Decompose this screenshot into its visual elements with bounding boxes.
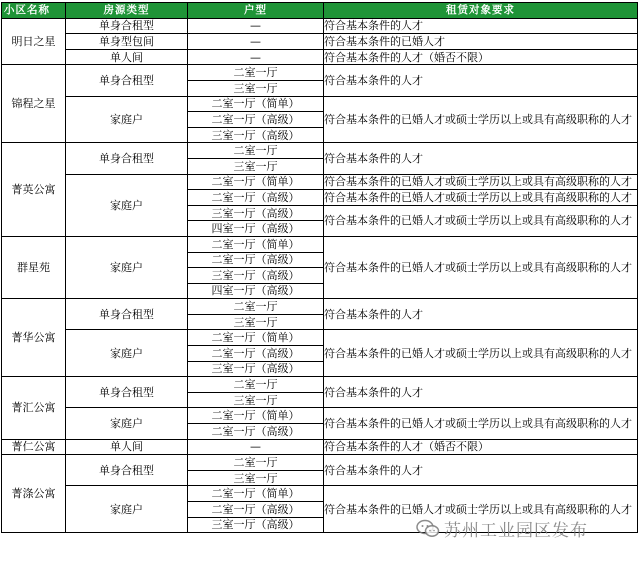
table-row [2,174,638,190]
layout-cell: 二室一厅（简单） [188,486,324,502]
layout-cell: 三室一厅 [188,470,324,486]
table-row [2,299,638,315]
header-requirement: 租赁对象要求 [324,3,638,19]
requirement-cell: 符合基本条件的已婚人才 [324,34,638,50]
layout-cell: 二室一厅（高级） [188,424,324,440]
house-type-cell: 单人间 [66,49,188,65]
layout-cell: 二室一厅 [188,377,324,393]
requirement-cell: 符合基本条件的人才（婚否不限） [324,439,638,455]
layout-cell: 三室一厅 [188,314,324,330]
layout-cell: 二室一厅 [188,143,324,159]
table-row [2,65,638,81]
layout-cell: 三室一厅（高级） [188,268,324,284]
requirement-cell: 符合基本条件的人才 [324,18,638,34]
layout-cell: 三室一厅 [188,392,324,408]
community-name: 群星苑 [2,236,66,298]
layout-cell: 二室一厅 [188,65,324,81]
layout-cell: — [188,34,324,50]
house-type-cell: 家庭户 [66,96,188,143]
table-row [2,49,638,65]
table-row [2,377,638,393]
header-community: 小区名称 [2,3,66,19]
house-type-cell: 家庭户 [66,486,188,533]
layout-cell: 三室一厅（高级） [188,361,324,377]
requirement-cell: 符合基本条件的已婚人才或硕士学历以上或具有高级职称的人才 [324,236,638,298]
layout-cell: — [188,439,324,455]
header-house-type: 房源类型 [66,3,188,19]
requirement-cell: 符合基本条件的人才 [324,377,638,408]
community-name: 菁汇公寓 [2,377,66,439]
layout-cell: 三室一厅（高级） [188,517,324,533]
layout-cell: 二室一厅（简单） [188,96,324,112]
layout-cell: 三室一厅（高级） [188,205,324,221]
house-type-cell: 家庭户 [66,330,188,377]
house-type-cell: 家庭户 [66,236,188,298]
layout-cell: 三室一厅（高级） [188,127,324,143]
layout-cell: 三室一厅 [188,80,324,96]
house-type-cell: 单身合租型 [66,65,188,96]
table-row [2,439,638,455]
table-row [2,18,638,34]
requirement-cell: 符合基本条件的已婚人才或硕士学历以上或具有高级职称的人才 [324,174,638,190]
requirement-cell: 符合基本条件的人才 [324,299,638,330]
community-name: 明日之星 [2,18,66,65]
house-type-cell: 单身型包间 [66,34,188,50]
layout-cell: 二室一厅 [188,455,324,471]
header-row [2,3,638,19]
requirement-cell: 符合基本条件的人才 [324,65,638,96]
requirement-cell: 符合基本条件的已婚人才或硕士学历以上或具有高级职称的人才 [324,486,638,533]
requirement-cell: 符合基本条件的人才 [324,143,638,174]
layout-cell: 四室一厅（高级） [188,221,324,237]
layout-cell: 二室一厅（高级） [188,112,324,128]
layout-cell: 三室一厅 [188,158,324,174]
house-type-cell: 单身合租型 [66,143,188,174]
layout-cell: 二室一厅（简单） [188,236,324,252]
house-type-cell: 家庭户 [66,408,188,439]
layout-cell: 二室一厅（高级） [188,502,324,518]
requirement-cell: 符合基本条件的已婚人才或硕士学历以上或具有高级职称的人才 [324,96,638,143]
community-name: 菁华公寓 [2,299,66,377]
community-name: 锦程之星 [2,65,66,143]
layout-cell: 二室一厅（高级） [188,346,324,362]
layout-cell: — [188,49,324,65]
house-type-cell: 单身合租型 [66,299,188,330]
house-type-cell: 单身合租型 [66,455,188,486]
table-row [2,330,638,346]
table-row [2,34,638,50]
table-row [2,408,638,424]
house-type-cell: 单身合租型 [66,377,188,408]
community-name: 菁仁公寓 [2,439,66,455]
community-name: 菁英公寓 [2,143,66,237]
table-row [2,486,638,502]
layout-cell: — [188,18,324,34]
layout-cell: 二室一厅（简单） [188,330,324,346]
community-name: 菁涤公寓 [2,455,66,533]
requirement-cell: 符合基本条件的人才（婚否不限） [324,49,638,65]
layout-cell: 二室一厅（简单） [188,174,324,190]
house-type-cell: 单身合租型 [66,18,188,34]
layout-cell: 二室一厅（高级） [188,190,324,206]
table-row [2,96,638,112]
requirement-cell: 符合基本条件的已婚人才或硕士学历以上或具有高级职称的人才 [324,408,638,439]
header-layout: 户型 [188,3,324,19]
table-row [2,455,638,471]
requirement-cell: 符合基本条件的已婚人才或硕士学历以上或具有高级职称的人才 [324,330,638,377]
house-type-cell: 单人间 [66,439,188,455]
requirement-cell: 符合基本条件的已婚人才或硕士学历以上或具有高级职称的人才 [324,190,638,206]
housing-table [1,2,638,533]
requirement-cell: 符合基本条件的人才 [324,455,638,486]
house-type-cell: 家庭户 [66,174,188,236]
layout-cell: 四室一厅（高级） [188,283,324,299]
table-row [2,143,638,159]
layout-cell: 二室一厅（高级） [188,252,324,268]
watermark-text: 苏州工业园区发布 [444,521,588,541]
layout-cell: 二室一厅（简单） [188,408,324,424]
layout-cell: 二室一厅 [188,299,324,315]
table-row [2,236,638,252]
requirement-cell: 符合基本条件的已婚人才或硕士学历以上或具有高级职称的人才 [324,205,638,236]
